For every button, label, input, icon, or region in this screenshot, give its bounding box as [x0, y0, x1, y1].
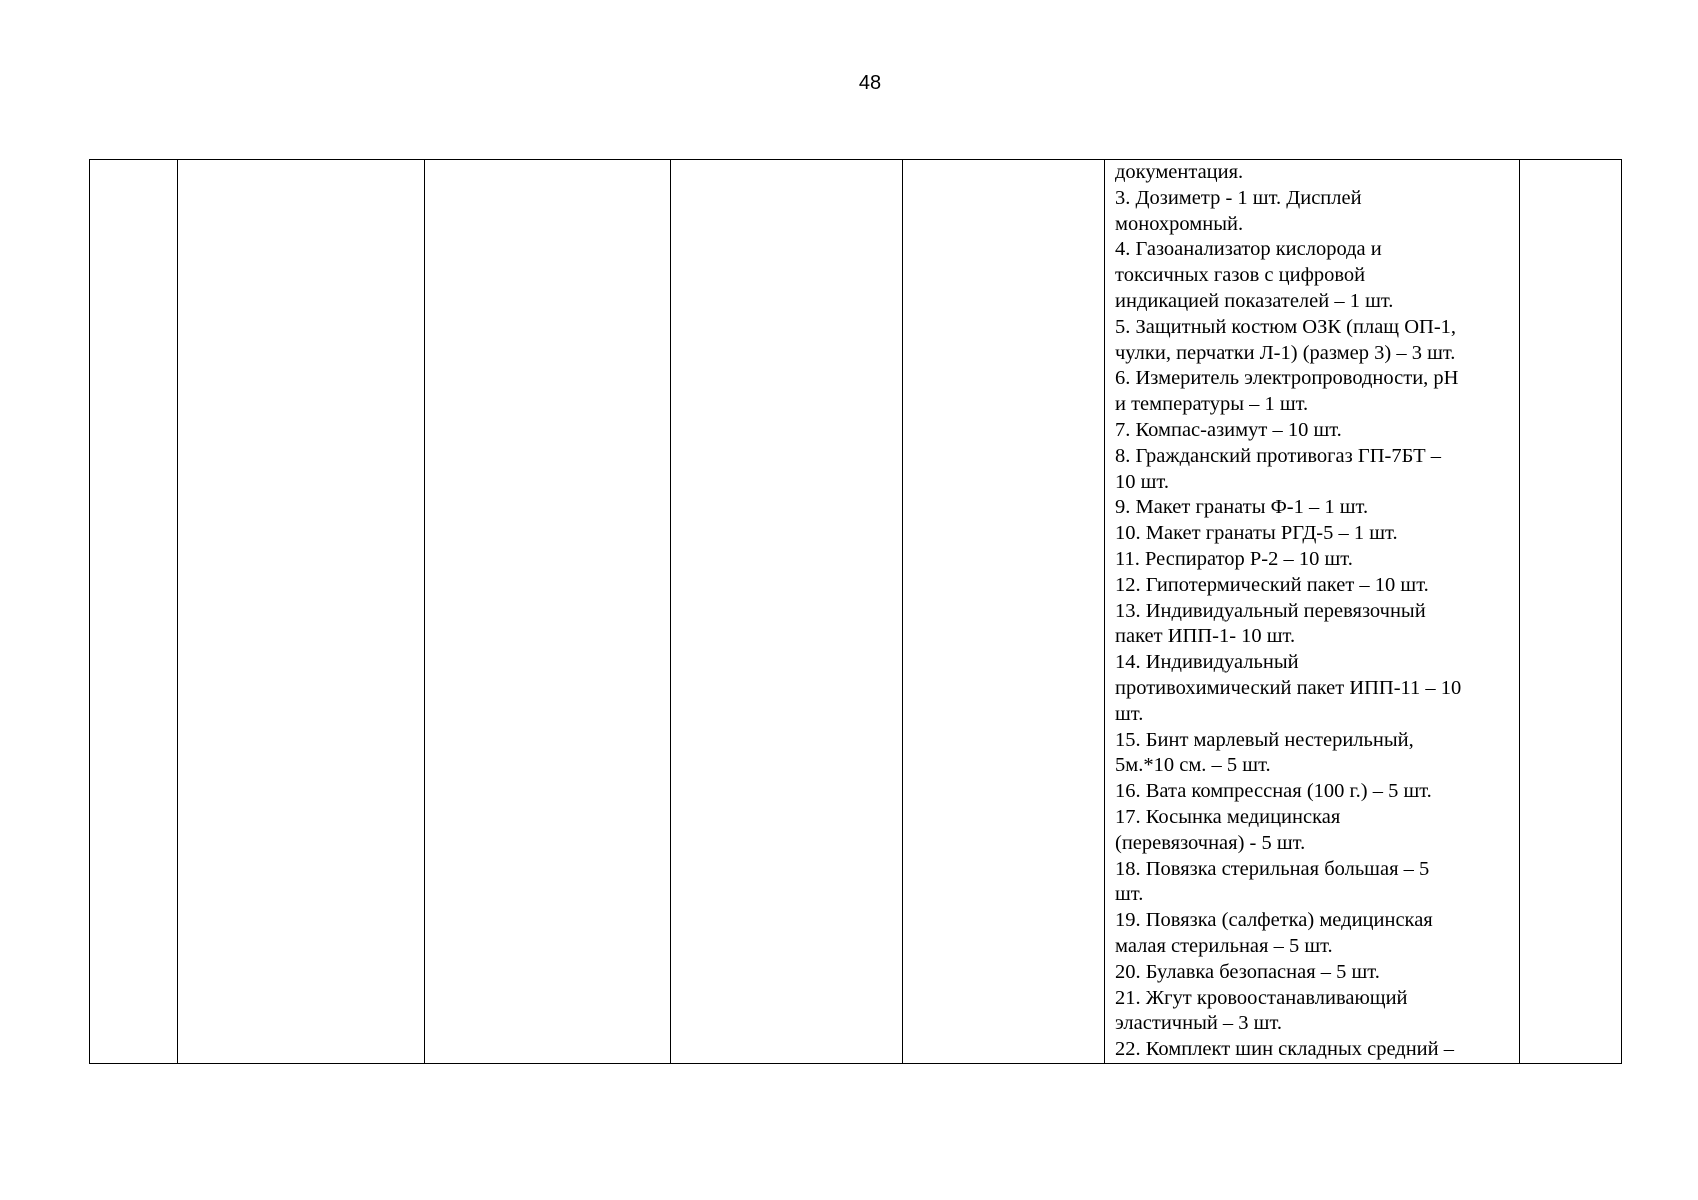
table-cell-col-4: [671, 160, 903, 1064]
list-item: шт.: [1115, 883, 1144, 906]
list-item: 22. Комплект шин складных средний –: [1115, 1038, 1454, 1061]
list-item: 5. Защитный костюм ОЗК (плащ ОП-1,: [1115, 315, 1457, 338]
list-item: монохромный.: [1115, 212, 1244, 235]
list-item: малая стерильная – 5 шт.: [1115, 934, 1333, 957]
list-item: чулки, перчатки Л-1) (размер 3) – 3 шт.: [1115, 341, 1456, 364]
list-item: (перевязочная) - 5 шт.: [1115, 831, 1306, 854]
list-item: 10. Макет гранаты РГД-5 – 1 шт.: [1115, 522, 1398, 545]
list-item: 12. Гипотермический пакет – 10 шт.: [1115, 573, 1429, 596]
list-item: 7. Компас-азимут – 10 шт.: [1115, 418, 1342, 441]
list-item: индикацией показателей – 1 шт.: [1115, 289, 1394, 312]
list-item: 18. Повязка стерильная большая – 5: [1115, 857, 1430, 880]
list-item: 13. Индивидуальный перевязочный: [1115, 599, 1426, 622]
table-row: [90, 160, 1622, 1064]
list-item: 3. Дозиметр - 1 шт. Дисплей: [1115, 186, 1362, 209]
list-item: 16. Вата компрессная (100 г.) – 5 шт.: [1115, 780, 1432, 803]
table-cell-number: [90, 160, 178, 1064]
list-item: 6. Измеритель электропроводности, pH: [1115, 367, 1459, 390]
table-cell-col-2: [178, 160, 425, 1064]
page-number: 48: [858, 72, 882, 94]
table-cell-col-3: [425, 160, 671, 1064]
list-item: 17. Косынка медицинская: [1115, 805, 1341, 828]
list-item: 15. Бинт марлевый нестерильный,: [1115, 728, 1414, 751]
list-item: 21. Жгут кровоостанавливающий: [1115, 986, 1408, 1009]
list-item: эластичный – 3 шт.: [1115, 1012, 1283, 1035]
list-item: 20. Булавка безопасная – 5 шт.: [1115, 960, 1380, 983]
list-item: противохимический пакет ИПП-11 – 10: [1115, 676, 1462, 699]
list-item: и температуры – 1 шт.: [1115, 393, 1309, 416]
list-item: документация.: [1115, 161, 1244, 183]
list-item: 8. Гражданский противогаз ГП-7БТ –: [1115, 444, 1441, 467]
list-item: 14. Индивидуальный: [1115, 651, 1299, 674]
list-item: 4. Газоанализатор кислорода и: [1115, 238, 1382, 261]
list-item: пакет ИПП-1- 10 шт.: [1115, 625, 1296, 648]
equipment-table: [89, 159, 1622, 1064]
table-cell-equipment-list: [1105, 160, 1520, 1064]
list-item: токсичных газов с цифровой: [1115, 264, 1366, 287]
list-item: 5м.*10 см. – 5 шт.: [1115, 754, 1271, 777]
list-item: шт.: [1115, 702, 1144, 725]
list-item: 9. Макет гранаты Ф-1 – 1 шт.: [1115, 496, 1369, 519]
list-item: 19. Повязка (салфетка) медицинская: [1115, 909, 1433, 932]
table-cell-col-5: [903, 160, 1105, 1064]
list-item: 10 шт.: [1115, 470, 1169, 493]
table-cell-last: [1520, 160, 1622, 1064]
list-item: 11. Респиратор Р-2 – 10 шт.: [1115, 547, 1353, 570]
